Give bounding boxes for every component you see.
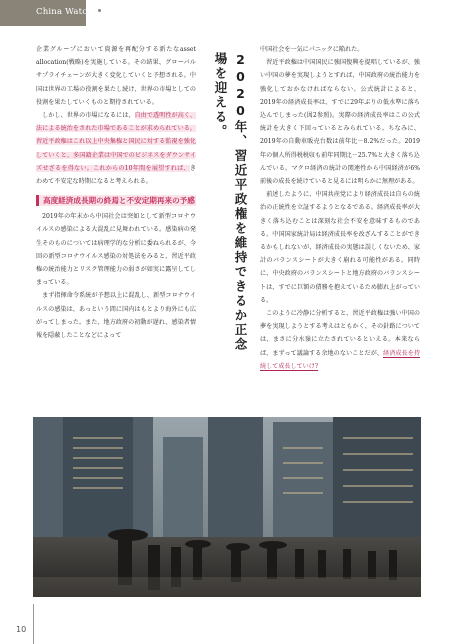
paragraph: 習近平政権は中国国民に強国復興を提唱しているが、強い中国の夢を実現しようとすれば、中国政府の統治能力を強化しておかなければならない。公式統計によると、2019年の経済成長率は、すでに29年ぶりの低水準に落ち込んでしまった(図2参照)。実際の経済成長率はこの公式統計を大きく下回っているとみられている。ちなみに、2019年の自動車販売台数は前年比－8.2%だった。2019年の個人所得税税収も前年同期比－25.7%と大きく落ち込んでいる。マクロ経済の統計の関連性から中国経済が6%前後の成長を続けていると見るには明らかに無理がある。 xyxy=(260,59,420,186)
paragraph: しかし、世界の市場になるには、自由で透明性が高く、法による統治をされた市場であることが求められている。習近平政権はこれ以上中央集権と国民に対する監視を強化していくと、多国籍企業は中国でのビジネスをダウンサイズせざるを得ない。これからの10年間を展望すれば、きわめて不安定な時期になると考えられる。 xyxy=(36,112,196,186)
paragraph: 前述したように、中国共産党により経済成長は自らの統治の正統性を立証するようとなるである。経済成長率が大きく落ち込むことは深刻な社会不安を意味するものである。中国国家統計局は経済成長率を改ざんすることができるかもしれないが、経済成長の実態は誤しくないため、家計のバランスシートが大きく崩れる可能性がある。同時に、中央政府のバランスシートと地方政府のバランスシートは、すでに巨額の債務を抱えているため膨れ上がっている。 xyxy=(260,191,420,304)
city-photo xyxy=(33,417,421,597)
page-number: 10 xyxy=(16,625,27,634)
paragraph: このように冷静に分析すると、習近平政権は強い中国の夢を実現しようとする考えはともかく、その針路については、まさに分水嶺に立たされているといえる。本来ならば、まずって議論する余地のないことだが、経済成長を持続して成長していけ? xyxy=(260,310,420,370)
section-heading: 高度経済成長期の終焉と不安定期再来の予感 xyxy=(36,195,196,206)
right-column xyxy=(260,43,420,373)
underlined-text: 経済成長を持続して成長していけ? xyxy=(260,349,420,370)
highlighted-text: 自由で透明性が高く、法による統治をされた市場であることが求められている。習近平政権はこれ以上中央集権と国民に対する監視を強化していくと、多国籍企業は中国でのビジネスをダウンサイズせざるを得ない。これからの10年間を展望すれば、 xyxy=(36,112,196,172)
logo-icon xyxy=(96,7,103,14)
paragraph: 2019年の年末から中国社会は突如として新型コロナウイルスの感染による大混乱に見舞われている。感染病の発生そのものについては病理学的な分析に委ねられるが、今回の新型コロナウイルス感染の対処法をみると、習近平政権の統治能力とリスク管理能力の弱さが如実に露呈してしまっている。 xyxy=(36,213,196,287)
left-column xyxy=(36,43,196,342)
paragraph: 企業グループにおいて資源を再配分する新たなasset allocation(戦略)を実施している。その結果、グローバルサプライチェーンが大きく変化していくと予想される。中国は世界の工場の役割を果たし続け、世界の市場としての役割を果たしていくものと期待されている。 xyxy=(36,46,196,106)
city-street-image xyxy=(33,417,421,597)
header-title: China Watch xyxy=(36,7,103,17)
paragraph: 中国社会を一気にパニックに陥れた。 xyxy=(260,46,364,53)
vertical-title: 2020年、習近平政権を維持できるか正念場を迎える。 xyxy=(213,52,248,352)
margin-rule xyxy=(33,604,34,644)
paragraph: まず指揮命令系統が予想以上に混乱し、新型コロナウイルスの感染は、あっという間に国内はもとより海外にも広がってしまった。また、地方政府の初動が遅れ、感染者情報を隠蔽したことなどによって xyxy=(36,292,196,340)
